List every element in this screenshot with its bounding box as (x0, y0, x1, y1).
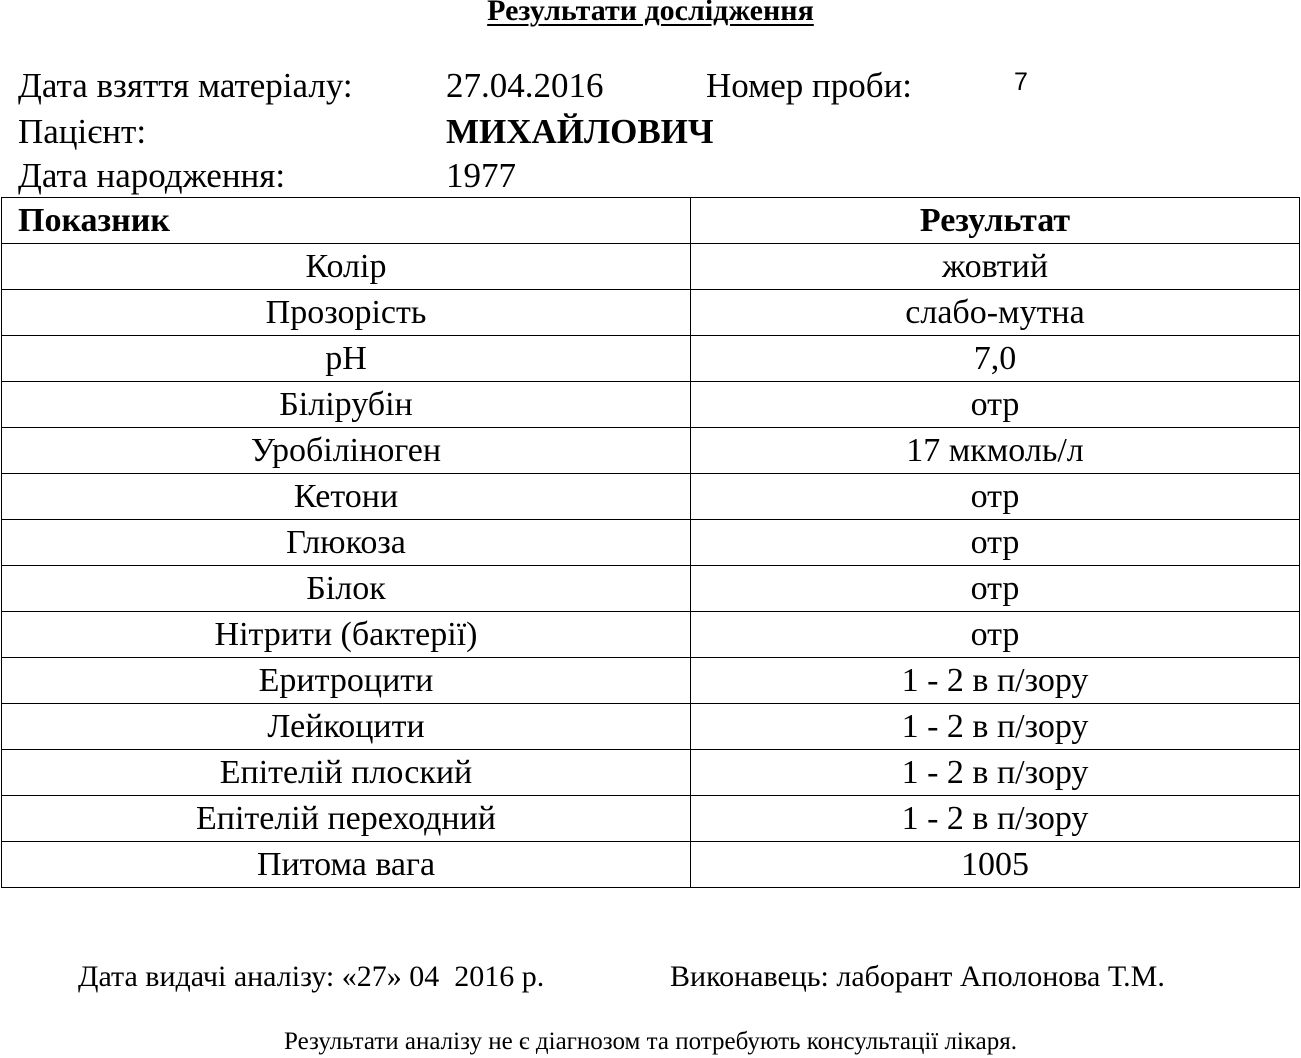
table-row (2, 796, 1300, 842)
performer: Виконавець: лаборант Аполонова Т.М. (670, 960, 1165, 993)
indicator-cell: Уробіліноген (2, 428, 691, 474)
result-cell: 1 - 2 в п/зору (691, 750, 1300, 796)
table-row (2, 520, 1300, 566)
birth-date-value: 1977 (446, 156, 516, 195)
indicator-cell: Колір (2, 244, 691, 290)
table-row (2, 382, 1300, 428)
patient-label: Пацієнт: (18, 112, 147, 151)
indicator-cell: Кетони (2, 474, 691, 520)
table-header-row (2, 198, 1300, 244)
table-row (2, 428, 1300, 474)
indicator-cell: pH (2, 336, 691, 382)
table-row (2, 658, 1300, 704)
issue-date: Дата видачі аналізу: «27» 04 2016 р. (78, 960, 545, 993)
indicator-cell: Еритроцити (2, 658, 691, 704)
indicator-cell: Питома вага (2, 842, 691, 888)
table-row (2, 612, 1300, 658)
document-title: Результати дослідження (487, 0, 814, 27)
result-cell: отр (691, 612, 1300, 658)
result-cell: 1 - 2 в п/зору (691, 658, 1300, 704)
column-header-indicator: Показник (2, 198, 691, 244)
indicator-cell: Епітелій плоский (2, 750, 691, 796)
sampling-date-label: Дата взяття матеріалу: (18, 66, 353, 105)
result-cell: 1 - 2 в п/зору (691, 796, 1300, 842)
disclaimer: Результати аналізу не є діагнозом та потребують консультації лікаря. (284, 1028, 1017, 1055)
table-row (2, 704, 1300, 750)
indicator-cell: Лейкоцити (2, 704, 691, 750)
result-cell: 7,0 (691, 336, 1300, 382)
column-header-result: Результат (691, 198, 1300, 244)
table-row (2, 750, 1300, 796)
sample-number-label: Номер проби: (706, 66, 913, 105)
result-cell: отр (691, 474, 1300, 520)
indicator-cell: Білок (2, 566, 691, 612)
table-row (2, 842, 1300, 888)
result-cell: 1005 (691, 842, 1300, 888)
result-cell: отр (691, 520, 1300, 566)
birth-date-label: Дата народження: (18, 156, 286, 195)
indicator-cell: Глюкоза (2, 520, 691, 566)
patient-name: МИХАЙЛОВИЧ (446, 112, 714, 151)
sampling-date-value: 27.04.2016 (446, 66, 604, 105)
indicator-cell: Прозорість (2, 290, 691, 336)
table-row (2, 474, 1300, 520)
result-cell: отр (691, 566, 1300, 612)
indicator-cell: Епітелій переходний (2, 796, 691, 842)
result-cell: 1 - 2 в п/зору (691, 704, 1300, 750)
result-cell: слабо-мутна (691, 290, 1300, 336)
sample-number-value: 7 (1014, 68, 1028, 96)
table-row (2, 336, 1300, 382)
table-row (2, 244, 1300, 290)
table-row (2, 290, 1300, 336)
result-cell: 17 мкмоль/л (691, 428, 1300, 474)
indicator-cell: Білірубін (2, 382, 691, 428)
indicator-cell: Нітрити (бактерії) (2, 612, 691, 658)
result-cell: жовтий (691, 244, 1300, 290)
result-cell: отр (691, 382, 1300, 428)
results-table (1, 197, 1300, 888)
table-row (2, 566, 1300, 612)
